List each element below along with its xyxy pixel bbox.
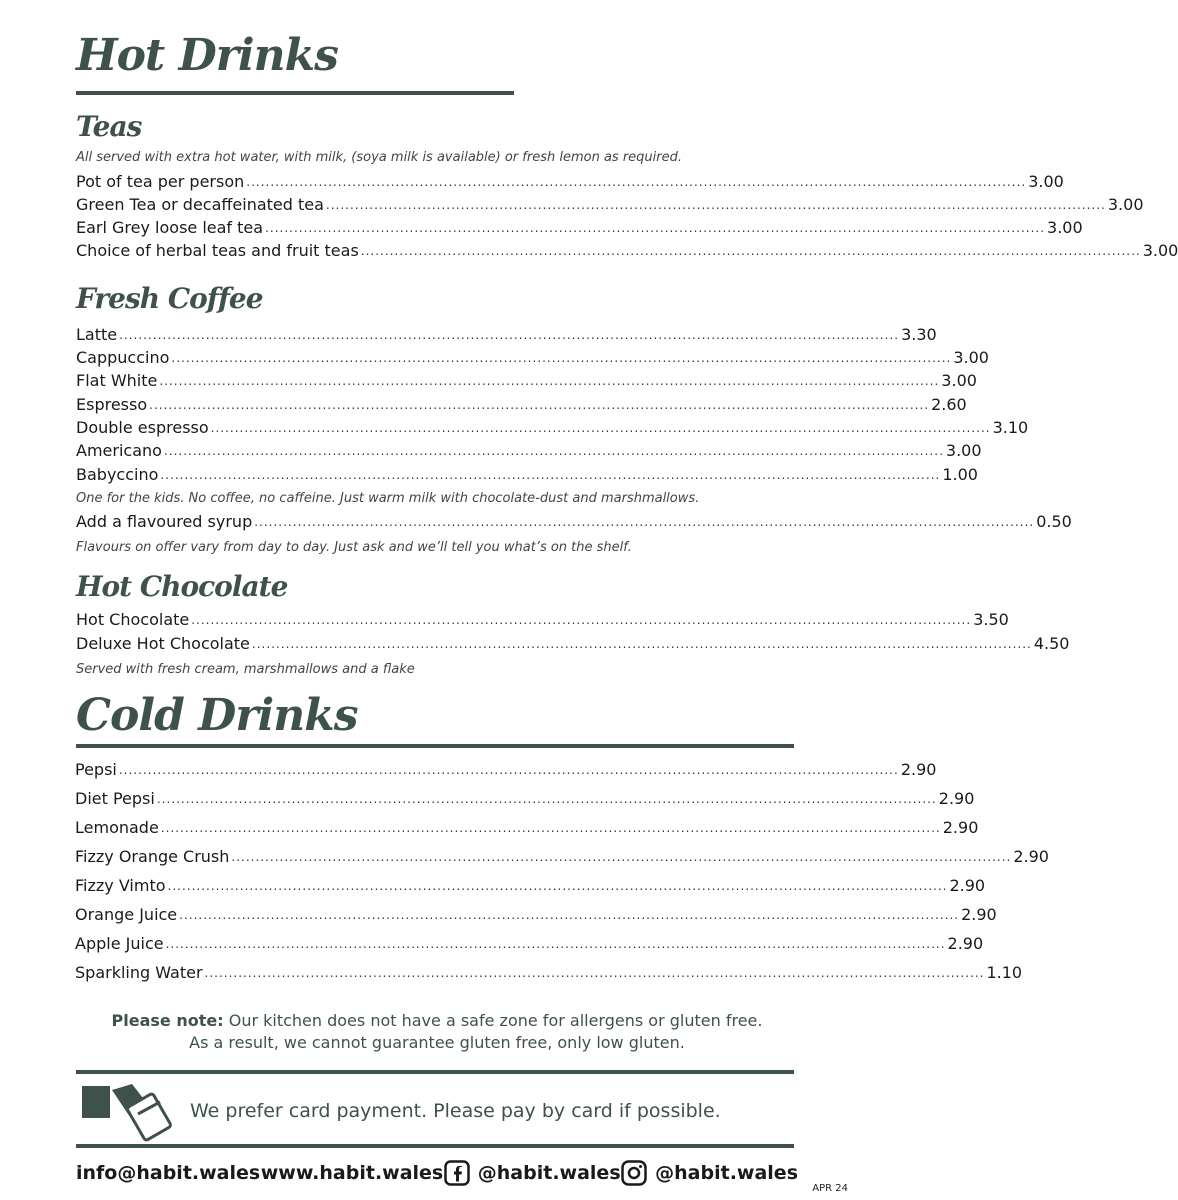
item-name: Americano — [76, 441, 162, 460]
payment-divider-bottom — [76, 1144, 794, 1148]
item-price: 1.00 — [942, 465, 978, 484]
item-name: Espresso — [76, 395, 148, 414]
babyccino-note: One for the kids. No coffee, no caffeine. Just warm milk with chocolate-dust and marshmallows. — [76, 491, 700, 506]
dot-leader: .................................................................................................................................................................. — [231, 850, 1012, 864]
menu-item — [75, 818, 979, 838]
item-price: 2.60 — [931, 395, 967, 414]
menu-item — [76, 465, 978, 485]
menu-item — [76, 395, 967, 415]
dot-leader: .................................................................................................................................................................. — [251, 637, 1032, 651]
item-price: 2.90 — [900, 760, 937, 779]
dot-leader: .................................................................................................................................................................. — [204, 966, 985, 980]
dot-leader: .................................................................................................................................................................. — [179, 908, 960, 922]
notice-label: Please note: — [111, 1011, 224, 1030]
menu-item — [76, 371, 977, 391]
item-price: 3.10 — [992, 418, 1029, 437]
menu-item — [76, 634, 1070, 654]
cold-drinks-title: Cold Drinks — [76, 690, 358, 741]
menu-item — [76, 441, 982, 461]
payment-divider-top — [76, 1070, 794, 1074]
item-name: Latte — [76, 325, 118, 344]
menu-item — [76, 512, 1072, 532]
item-name: Sparkling Water — [75, 963, 203, 982]
teas-note: All served with extra hot water, with milk, (soya milk is available) or fresh lemon as required. — [76, 150, 682, 165]
notice-text-1: Our kitchen does not have a safe zone for allergens or gluten free. — [228, 1011, 763, 1030]
menu-item — [75, 876, 986, 896]
item-price: 3.00 — [953, 348, 989, 367]
item-price: 2.90 — [1013, 847, 1049, 866]
menu-item — [76, 325, 937, 345]
menu-item — [76, 610, 1009, 630]
dot-leader: .................................................................................................................................................................. — [246, 175, 1027, 189]
notice-line-1 — [76, 1010, 798, 1032]
item-name: Pot of tea per person — [76, 172, 245, 191]
instagram-icon — [621, 1160, 647, 1186]
hot-drinks-title: Hot Drinks — [76, 30, 338, 81]
menu-item — [76, 348, 989, 368]
item-price: 3.00 — [1047, 218, 1083, 237]
item-price: 2.90 — [949, 876, 986, 895]
facebook-handle: @habit.wales — [477, 1162, 621, 1184]
item-name: Choice of herbal teas and fruit teas — [76, 241, 359, 260]
item-name: Pepsi — [75, 760, 117, 779]
item-name: Lemonade — [75, 818, 159, 837]
card-payment-icon — [80, 1080, 176, 1142]
item-name: Fizzy Orange Crush — [75, 847, 230, 866]
dot-leader: .................................................................................................................................................................. — [118, 763, 899, 777]
payment-row — [80, 1080, 721, 1142]
dot-leader: .................................................................................................................................................................. — [210, 421, 991, 435]
facebook-icon — [444, 1160, 470, 1186]
dot-leader: .................................................................................................................................................................. — [254, 515, 1035, 529]
dot-leader: .................................................................................................................................................................. — [159, 374, 940, 388]
item-price: 2.90 — [938, 789, 975, 808]
dot-leader: .................................................................................................................................................................. — [171, 351, 952, 365]
instagram-handle: @habit.wales — [655, 1162, 798, 1184]
menu-item — [76, 172, 1064, 192]
dot-leader: .................................................................................................................................................................. — [360, 244, 1141, 258]
hot-chocolate-note: Served with fresh cream, marshmallows and a flake — [76, 662, 415, 677]
dot-leader: .................................................................................................................................................................. — [119, 328, 900, 342]
item-price: 3.00 — [1107, 195, 1144, 214]
item-price: 3.00 — [1142, 241, 1178, 260]
website-link[interactable]: www.habit.wales — [260, 1162, 444, 1184]
item-price: 2.90 — [961, 905, 997, 924]
menu-item — [75, 789, 975, 809]
item-price: 3.00 — [945, 441, 982, 460]
title-divider — [76, 91, 514, 95]
item-name: Cappuccino — [76, 348, 170, 367]
dot-leader: .................................................................................................................................................................. — [163, 444, 944, 458]
item-price: 0.50 — [1036, 512, 1072, 531]
item-price: 2.90 — [947, 934, 984, 953]
payment-text: We prefer card payment. Please pay by card if possible. — [190, 1100, 721, 1122]
footer — [76, 1160, 798, 1186]
item-name: Add a flavoured syrup — [76, 512, 253, 531]
item-name: Deluxe Hot Chocolate — [76, 634, 250, 653]
edition-label: APR 24 — [812, 1183, 848, 1194]
menu-item — [76, 241, 1178, 261]
dot-leader: .................................................................................................................................................................. — [149, 398, 930, 412]
item-price: 3.00 — [941, 371, 977, 390]
item-price: 2.90 — [942, 818, 979, 837]
facebook-link[interactable] — [444, 1160, 621, 1186]
teas-heading: Teas — [76, 110, 142, 143]
item-name: Fizzy Vimto — [75, 876, 166, 895]
item-price: 3.00 — [1028, 172, 1064, 191]
email-link[interactable]: info@habit.wales — [76, 1162, 261, 1184]
item-price: 1.10 — [986, 963, 1023, 982]
item-price: 4.50 — [1033, 634, 1070, 653]
menu-item — [75, 934, 984, 954]
item-name: Diet Pepsi — [75, 789, 155, 808]
menu-item — [76, 218, 1083, 238]
menu-item — [75, 847, 1049, 867]
hot-chocolate-heading: Hot Chocolate — [76, 570, 288, 603]
menu-item — [75, 963, 1023, 983]
item-name: Green Tea or decaffeinated tea — [76, 195, 324, 214]
item-name: Babyccino — [76, 465, 159, 484]
dot-leader: .................................................................................................................................................................. — [156, 792, 937, 806]
item-name: Apple Juice — [75, 934, 164, 953]
item-name: Double espresso — [76, 418, 209, 437]
menu-item — [75, 760, 937, 780]
dot-leader: .................................................................................................................................................................. — [160, 821, 941, 835]
cold-divider — [76, 744, 794, 748]
menu-item — [76, 418, 1029, 438]
dot-leader: .................................................................................................................................................................. — [165, 937, 946, 951]
item-name: Orange Juice — [75, 905, 178, 924]
fresh-coffee-heading: Fresh Coffee — [76, 282, 263, 315]
allergen-notice — [76, 1010, 798, 1054]
dot-leader: .................................................................................................................................................................. — [160, 468, 941, 482]
item-name: Flat White — [76, 371, 158, 390]
instagram-link[interactable] — [621, 1160, 798, 1186]
dot-leader: .................................................................................................................................................................. — [325, 198, 1106, 212]
item-price: 3.50 — [973, 610, 1009, 629]
dot-leader: .................................................................................................................................................................. — [167, 879, 948, 893]
item-name: Earl Grey loose leaf tea — [76, 218, 264, 237]
dot-leader: .................................................................................................................................................................. — [265, 221, 1046, 235]
syrup-note: Flavours on offer vary from day to day. Just ask and we’ll tell you what’s on the shelf. — [76, 540, 632, 555]
item-price: 3.30 — [901, 325, 937, 344]
dot-leader: .................................................................................................................................................................. — [191, 613, 972, 627]
menu-item — [76, 195, 1144, 215]
notice-line-2: As a result, we cannot guarantee gluten free, only low gluten. — [189, 1033, 685, 1052]
item-name: Hot Chocolate — [76, 610, 190, 629]
menu-item — [75, 905, 997, 925]
